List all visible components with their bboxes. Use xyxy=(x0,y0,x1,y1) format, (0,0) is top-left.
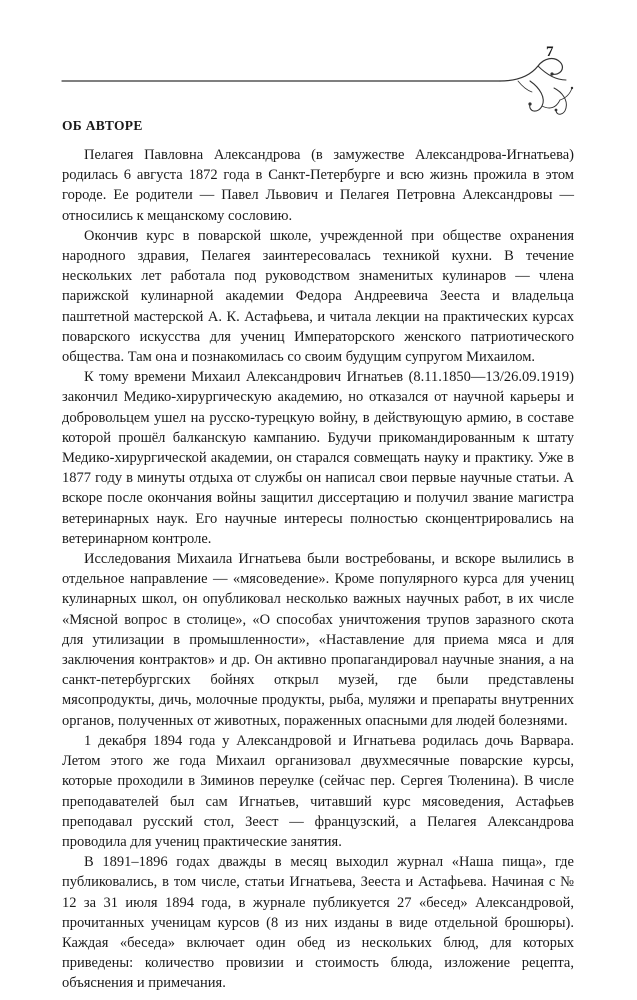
paragraph: Исследования Михаила Игнатьева были востребованы, и вскоре вылились в отдельное направление — «мясоведение». Кроме популярного курса для учениц кулинарных школ, он опубликовал несколько важных научных работ, в их числе «Мясной вопрос в столице», «О способах уничтожения трупов заразного скота для утилизации в промышленности», «Наставление для приема мяса и для заключения контрактов» и др. Он активно пропагандировал научные знания, а на санкт-петербургских бойнях открыл музей, где были представлены мясопродукты, дичь, молочные продукты, рыба, муляжи и препараты внутренних органов, полученных от животных, пораженных опасными для людей болезнями. xyxy=(62,551,574,729)
paragraph: Окончив курс в поварской школе, учрежденной при обществе охранения народного здравия, Пелагея заинтересовалась техникой кухни. В течение нескольких лет работала под руководством знаменитых кулинаров — члена парижской кулинарной академии Федора Андреевича Зееста и владельца паштетной мастерской А. К. Астафьева, и читала лекции на практических курсах поварского искусства для учениц Императорского женского патриотического общества. Там она и познакомилась со своим будущим супругом Михаилом. xyxy=(62,227,574,366)
paragraph: В 1891–1896 годах дважды в месяц выходил журнал «Наша пища», где публиковались, в том числе, статьи Игнатьева, Зееста и Астафьева. Начиная с № 12 за 31 июля 1894 года, в журнале публикуется 27 «бесед» Александровой, прочитанных ученицам курсов (8 из них изданы в виде отдельной брошюры). Каждая «беседа» включает один обед из нескольких блюд, для которых приведены: количество провизии и стоимость блюда, изложение рецепта, объяснения и примечания. xyxy=(62,854,574,992)
flourish-ornament-icon xyxy=(60,52,580,122)
page-number: 7 xyxy=(546,44,554,60)
paragraph: 1 декабря 1894 года у Александровой и Игнатьева родилась дочь Варвара. Летом этого же года Михаил организовал двухмесячные поварские курсы, которые проходили в Зиминов переулке (сейчас пер. Сергея Тюленина). В числе преподавателей был сам Игнатьев, читавший курс мясоведения, Астафьев преподавал русский стол, Зеест — французский, а Пелагея Александрова проводила для учениц практические занятия. xyxy=(62,732,574,850)
paragraph: Пелагея Павловна Александрова (в замужестве Александрова-Игнатьева) родилась 6 августа 1872 года в Санкт-Петербурге и всю жизнь прожила в этом городе. Ее родители — Павел Львович и Пелагея Петровна Александровы — относились к мещанскому сословию. xyxy=(62,147,574,224)
paragraph: К тому времени Михаил Александрович Игнатьев (8.11.1850—13/26.09.1919) закончил Медико-хирургическую академию, но отказался от научной карьеры и добровольцем ушел на русско-турецкую войну, в действующую армию, в составе которой прошёл балканскую кампанию. Будучи прикомандированным к штату Медико-хирургической академии, он старался совмещать науку и практику. Уже в 1877 году в минуты отдыха от службы он написал свои первые научные статьи. А вскоре после окончания войны защитил диссертацию и получил звание магистра ветеринарных наук. Его научные интересы полностью сконцентрировались на ветеринарном контроле. xyxy=(62,369,574,547)
article-body xyxy=(62,145,574,994)
section-title: ОБ АВТОРЕ xyxy=(62,118,143,133)
